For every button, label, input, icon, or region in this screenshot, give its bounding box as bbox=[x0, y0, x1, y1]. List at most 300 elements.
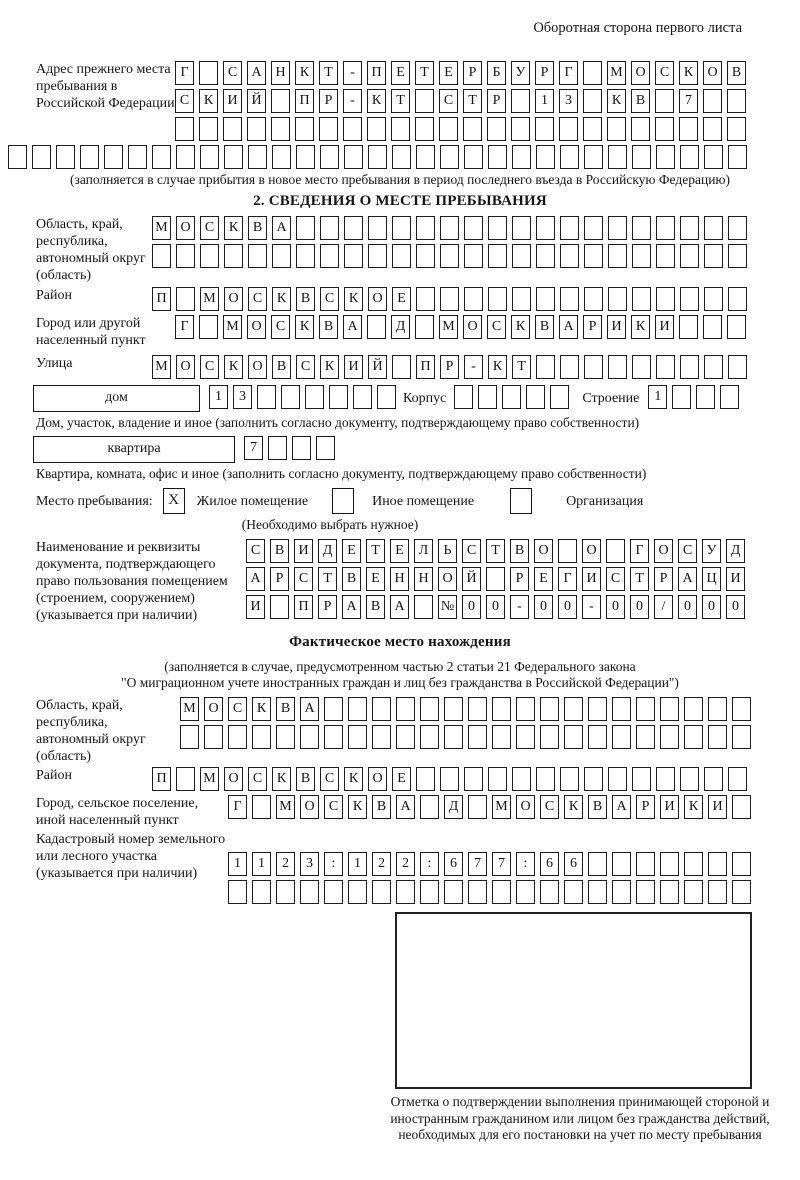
char-box[interactable] bbox=[732, 725, 751, 749]
char-box[interactable]: И bbox=[655, 315, 674, 339]
char-box[interactable]: Т bbox=[463, 89, 482, 113]
char-box[interactable]: 0 bbox=[630, 595, 649, 619]
char-box[interactable]: К bbox=[199, 89, 218, 113]
char-box[interactable] bbox=[319, 117, 338, 141]
char-box[interactable] bbox=[372, 697, 391, 721]
char-box[interactable]: 0 bbox=[726, 595, 745, 619]
char-box[interactable] bbox=[486, 567, 505, 591]
char-box[interactable] bbox=[612, 880, 631, 904]
char-box[interactable] bbox=[680, 145, 699, 169]
char-box[interactable] bbox=[468, 880, 487, 904]
char-box[interactable] bbox=[464, 216, 483, 240]
char-box[interactable] bbox=[608, 767, 627, 791]
char-box[interactable] bbox=[353, 385, 372, 409]
char-box[interactable] bbox=[584, 216, 603, 240]
char-box[interactable] bbox=[588, 852, 607, 876]
char-box[interactable]: К bbox=[344, 767, 363, 791]
char-box[interactable] bbox=[732, 795, 751, 819]
char-box[interactable] bbox=[720, 385, 739, 409]
char-box[interactable] bbox=[536, 244, 555, 268]
char-box[interactable] bbox=[564, 880, 583, 904]
char-box[interactable] bbox=[415, 89, 434, 113]
char-box[interactable]: М bbox=[152, 355, 171, 379]
char-box[interactable] bbox=[608, 244, 627, 268]
char-box[interactable] bbox=[344, 145, 363, 169]
char-box[interactable] bbox=[550, 385, 569, 409]
char-box[interactable]: Й bbox=[462, 567, 481, 591]
char-box[interactable] bbox=[420, 880, 439, 904]
char-box[interactable]: К bbox=[564, 795, 583, 819]
char-box[interactable] bbox=[660, 697, 679, 721]
char-box[interactable]: 6 bbox=[564, 852, 583, 876]
char-box[interactable]: П bbox=[367, 61, 386, 85]
char-box[interactable]: С bbox=[296, 355, 315, 379]
char-box[interactable] bbox=[492, 725, 511, 749]
char-box[interactable]: Е bbox=[366, 567, 385, 591]
char-box[interactable] bbox=[732, 852, 751, 876]
char-box[interactable]: Б bbox=[487, 61, 506, 85]
char-box[interactable] bbox=[632, 767, 651, 791]
char-box[interactable]: Г bbox=[559, 61, 578, 85]
char-box[interactable] bbox=[296, 145, 315, 169]
char-box[interactable] bbox=[704, 145, 723, 169]
char-box[interactable] bbox=[200, 145, 219, 169]
char-box[interactable] bbox=[454, 385, 473, 409]
char-box[interactable]: А bbox=[678, 567, 697, 591]
char-box[interactable] bbox=[584, 355, 603, 379]
char-box[interactable] bbox=[608, 216, 627, 240]
char-box[interactable] bbox=[703, 89, 722, 113]
char-box[interactable]: Т bbox=[318, 567, 337, 591]
char-box[interactable] bbox=[516, 880, 535, 904]
char-box[interactable]: К bbox=[679, 61, 698, 85]
char-box[interactable] bbox=[468, 725, 487, 749]
char-box[interactable] bbox=[540, 880, 559, 904]
char-box[interactable]: О bbox=[438, 567, 457, 591]
char-box[interactable]: К bbox=[320, 355, 339, 379]
char-box[interactable]: У bbox=[702, 539, 721, 563]
char-box[interactable] bbox=[300, 880, 319, 904]
char-box[interactable]: Е bbox=[392, 287, 411, 311]
char-box[interactable]: К bbox=[224, 355, 243, 379]
char-box[interactable] bbox=[348, 725, 367, 749]
char-box[interactable] bbox=[176, 244, 195, 268]
char-box[interactable]: Т bbox=[366, 539, 385, 563]
char-box[interactable]: О bbox=[534, 539, 553, 563]
char-box[interactable] bbox=[704, 355, 723, 379]
char-box[interactable] bbox=[703, 315, 722, 339]
char-box[interactable] bbox=[247, 117, 266, 141]
char-box[interactable] bbox=[612, 725, 631, 749]
char-box[interactable]: О bbox=[176, 216, 195, 240]
char-box[interactable] bbox=[660, 852, 679, 876]
char-box[interactable]: Т bbox=[391, 89, 410, 113]
char-box[interactable]: К bbox=[367, 89, 386, 113]
char-box[interactable]: Д bbox=[318, 539, 337, 563]
char-box[interactable] bbox=[271, 117, 290, 141]
char-box[interactable]: Т bbox=[319, 61, 338, 85]
char-box[interactable] bbox=[324, 725, 343, 749]
char-box[interactable]: В bbox=[319, 315, 338, 339]
char-box[interactable]: Р bbox=[487, 89, 506, 113]
char-box[interactable]: С bbox=[228, 697, 247, 721]
char-box[interactable]: / bbox=[654, 595, 673, 619]
char-box[interactable] bbox=[300, 725, 319, 749]
char-box[interactable]: О bbox=[224, 287, 243, 311]
char-box[interactable]: С bbox=[200, 216, 219, 240]
char-box[interactable] bbox=[416, 287, 435, 311]
char-box[interactable] bbox=[588, 725, 607, 749]
char-box[interactable]: И bbox=[607, 315, 626, 339]
char-box[interactable] bbox=[440, 287, 459, 311]
char-box[interactable]: М bbox=[492, 795, 511, 819]
char-box[interactable] bbox=[606, 539, 625, 563]
char-box[interactable] bbox=[526, 385, 545, 409]
char-box[interactable] bbox=[492, 880, 511, 904]
char-box[interactable] bbox=[536, 355, 555, 379]
char-box[interactable] bbox=[392, 244, 411, 268]
char-box[interactable] bbox=[176, 145, 195, 169]
char-box[interactable] bbox=[708, 880, 727, 904]
char-box[interactable] bbox=[228, 725, 247, 749]
char-box[interactable] bbox=[478, 385, 497, 409]
char-box[interactable]: С bbox=[320, 287, 339, 311]
char-box[interactable]: Е bbox=[439, 61, 458, 85]
char-box[interactable]: 6 bbox=[444, 852, 463, 876]
char-box[interactable]: С bbox=[324, 795, 343, 819]
char-box[interactable] bbox=[463, 117, 482, 141]
char-box[interactable] bbox=[439, 117, 458, 141]
char-box[interactable] bbox=[680, 355, 699, 379]
char-box[interactable] bbox=[656, 355, 675, 379]
char-box[interactable] bbox=[415, 315, 434, 339]
apartment-field-box[interactable]: квартира bbox=[33, 436, 235, 463]
char-box[interactable] bbox=[492, 697, 511, 721]
char-box[interactable]: : bbox=[420, 852, 439, 876]
char-box[interactable] bbox=[348, 697, 367, 721]
char-box[interactable]: 3 bbox=[233, 385, 252, 409]
char-box[interactable]: 0 bbox=[534, 595, 553, 619]
char-box[interactable] bbox=[584, 287, 603, 311]
char-box[interactable] bbox=[631, 117, 650, 141]
char-box[interactable] bbox=[204, 725, 223, 749]
char-box[interactable] bbox=[464, 145, 483, 169]
char-box[interactable] bbox=[343, 117, 362, 141]
char-box[interactable]: И bbox=[344, 355, 363, 379]
char-box[interactable] bbox=[536, 287, 555, 311]
char-box[interactable] bbox=[329, 385, 348, 409]
char-box[interactable] bbox=[612, 852, 631, 876]
char-box[interactable]: С bbox=[462, 539, 481, 563]
char-box[interactable] bbox=[696, 385, 715, 409]
char-box[interactable] bbox=[344, 216, 363, 240]
char-box[interactable]: О bbox=[368, 767, 387, 791]
char-box[interactable] bbox=[440, 145, 459, 169]
char-box[interactable] bbox=[392, 355, 411, 379]
char-box[interactable]: А bbox=[342, 595, 361, 619]
char-box[interactable] bbox=[180, 725, 199, 749]
char-box[interactable] bbox=[200, 244, 219, 268]
char-box[interactable] bbox=[728, 355, 747, 379]
char-box[interactable]: Р bbox=[583, 315, 602, 339]
char-box[interactable] bbox=[416, 216, 435, 240]
char-box[interactable]: Г bbox=[175, 315, 194, 339]
char-box[interactable]: М bbox=[180, 697, 199, 721]
char-box[interactable]: Й bbox=[247, 89, 266, 113]
char-box[interactable] bbox=[248, 145, 267, 169]
char-box[interactable] bbox=[704, 767, 723, 791]
char-box[interactable] bbox=[680, 216, 699, 240]
char-box[interactable] bbox=[416, 145, 435, 169]
char-box[interactable]: Р bbox=[535, 61, 554, 85]
char-box[interactable] bbox=[612, 697, 631, 721]
char-box[interactable]: 7 bbox=[679, 89, 698, 113]
char-box[interactable] bbox=[535, 117, 554, 141]
char-box[interactable] bbox=[305, 385, 324, 409]
char-box[interactable]: - bbox=[582, 595, 601, 619]
char-box[interactable] bbox=[588, 697, 607, 721]
char-box[interactable] bbox=[656, 244, 675, 268]
char-box[interactable]: П bbox=[416, 355, 435, 379]
char-box[interactable] bbox=[464, 287, 483, 311]
char-box[interactable] bbox=[560, 287, 579, 311]
char-box[interactable] bbox=[583, 89, 602, 113]
char-box[interactable] bbox=[512, 287, 531, 311]
char-box[interactable] bbox=[560, 244, 579, 268]
char-box[interactable] bbox=[296, 216, 315, 240]
char-box[interactable] bbox=[368, 244, 387, 268]
char-box[interactable]: 2 bbox=[372, 852, 391, 876]
char-box[interactable] bbox=[368, 216, 387, 240]
char-box[interactable]: М bbox=[200, 767, 219, 791]
char-box[interactable]: В bbox=[372, 795, 391, 819]
char-box[interactable]: 7 bbox=[244, 436, 263, 460]
char-box[interactable]: М bbox=[223, 315, 242, 339]
char-box[interactable]: Р bbox=[319, 89, 338, 113]
char-box[interactable]: К bbox=[348, 795, 367, 819]
stay-type-checkbox-other[interactable] bbox=[332, 488, 354, 514]
char-box[interactable]: 3 bbox=[559, 89, 578, 113]
char-box[interactable]: 1 bbox=[228, 852, 247, 876]
char-box[interactable]: Р bbox=[636, 795, 655, 819]
char-box[interactable]: 0 bbox=[678, 595, 697, 619]
char-box[interactable]: С bbox=[223, 61, 242, 85]
char-box[interactable]: Г bbox=[630, 539, 649, 563]
char-box[interactable]: А bbox=[559, 315, 578, 339]
char-box[interactable]: Н bbox=[414, 567, 433, 591]
char-box[interactable] bbox=[464, 767, 483, 791]
char-box[interactable] bbox=[516, 697, 535, 721]
char-box[interactable]: У bbox=[511, 61, 530, 85]
char-box[interactable]: 7 bbox=[468, 852, 487, 876]
char-box[interactable]: А bbox=[390, 595, 409, 619]
char-box[interactable] bbox=[367, 117, 386, 141]
char-box[interactable] bbox=[420, 725, 439, 749]
char-box[interactable]: Д bbox=[444, 795, 463, 819]
char-box[interactable] bbox=[396, 880, 415, 904]
char-box[interactable]: : bbox=[324, 852, 343, 876]
char-box[interactable] bbox=[257, 385, 276, 409]
char-box[interactable] bbox=[728, 145, 747, 169]
char-box[interactable]: И bbox=[223, 89, 242, 113]
char-box[interactable] bbox=[560, 216, 579, 240]
char-box[interactable] bbox=[636, 725, 655, 749]
char-box[interactable] bbox=[80, 145, 99, 169]
char-box[interactable] bbox=[660, 725, 679, 749]
char-box[interactable]: № bbox=[438, 595, 457, 619]
char-box[interactable]: В bbox=[296, 767, 315, 791]
char-box[interactable] bbox=[540, 697, 559, 721]
char-box[interactable] bbox=[564, 725, 583, 749]
char-box[interactable]: - bbox=[343, 61, 362, 85]
house-field-box[interactable]: дом bbox=[33, 385, 200, 412]
char-box[interactable]: А bbox=[300, 697, 319, 721]
char-box[interactable] bbox=[608, 287, 627, 311]
char-box[interactable] bbox=[316, 436, 335, 460]
char-box[interactable] bbox=[511, 117, 530, 141]
char-box[interactable]: Т bbox=[512, 355, 531, 379]
char-box[interactable] bbox=[704, 216, 723, 240]
char-box[interactable]: П bbox=[295, 89, 314, 113]
char-box[interactable] bbox=[502, 385, 521, 409]
char-box[interactable] bbox=[295, 117, 314, 141]
char-box[interactable] bbox=[464, 244, 483, 268]
stay-type-checkbox-organization[interactable] bbox=[510, 488, 532, 514]
char-box[interactable] bbox=[684, 697, 703, 721]
char-box[interactable]: В bbox=[588, 795, 607, 819]
char-box[interactable]: Р bbox=[270, 567, 289, 591]
char-box[interactable]: 1 bbox=[648, 385, 667, 409]
char-box[interactable] bbox=[632, 145, 651, 169]
char-box[interactable] bbox=[559, 117, 578, 141]
char-box[interactable] bbox=[392, 145, 411, 169]
char-box[interactable]: В bbox=[535, 315, 554, 339]
char-box[interactable]: К bbox=[295, 315, 314, 339]
char-box[interactable] bbox=[608, 355, 627, 379]
char-box[interactable] bbox=[270, 595, 289, 619]
char-box[interactable] bbox=[680, 244, 699, 268]
char-box[interactable]: 6 bbox=[540, 852, 559, 876]
char-box[interactable] bbox=[252, 725, 271, 749]
char-box[interactable]: К bbox=[272, 287, 291, 311]
char-box[interactable] bbox=[344, 244, 363, 268]
char-box[interactable] bbox=[416, 767, 435, 791]
char-box[interactable] bbox=[607, 117, 626, 141]
char-box[interactable] bbox=[320, 244, 339, 268]
char-box[interactable] bbox=[199, 61, 218, 85]
char-box[interactable]: В bbox=[342, 567, 361, 591]
char-box[interactable] bbox=[680, 287, 699, 311]
char-box[interactable]: 0 bbox=[606, 595, 625, 619]
char-box[interactable] bbox=[440, 216, 459, 240]
char-box[interactable] bbox=[488, 216, 507, 240]
char-box[interactable]: В bbox=[270, 539, 289, 563]
char-box[interactable] bbox=[584, 767, 603, 791]
char-box[interactable]: Д bbox=[391, 315, 410, 339]
char-box[interactable] bbox=[516, 725, 535, 749]
char-box[interactable] bbox=[680, 767, 699, 791]
char-box[interactable] bbox=[727, 117, 746, 141]
char-box[interactable]: Л bbox=[414, 539, 433, 563]
char-box[interactable]: А bbox=[396, 795, 415, 819]
char-box[interactable] bbox=[584, 145, 603, 169]
char-box[interactable] bbox=[271, 89, 290, 113]
char-box[interactable] bbox=[684, 880, 703, 904]
char-box[interactable] bbox=[703, 117, 722, 141]
char-box[interactable] bbox=[324, 880, 343, 904]
char-box[interactable]: 0 bbox=[462, 595, 481, 619]
char-box[interactable] bbox=[536, 767, 555, 791]
char-box[interactable] bbox=[728, 287, 747, 311]
char-box[interactable] bbox=[252, 880, 271, 904]
char-box[interactable] bbox=[268, 436, 287, 460]
char-box[interactable] bbox=[420, 697, 439, 721]
char-box[interactable] bbox=[272, 145, 291, 169]
char-box[interactable] bbox=[8, 145, 27, 169]
char-box[interactable]: А bbox=[247, 61, 266, 85]
char-box[interactable] bbox=[704, 287, 723, 311]
char-box[interactable] bbox=[414, 595, 433, 619]
char-box[interactable]: И bbox=[708, 795, 727, 819]
char-box[interactable] bbox=[176, 287, 195, 311]
char-box[interactable]: С bbox=[606, 567, 625, 591]
char-box[interactable] bbox=[152, 244, 171, 268]
char-box[interactable]: О bbox=[516, 795, 535, 819]
char-box[interactable] bbox=[684, 852, 703, 876]
char-box[interactable] bbox=[656, 287, 675, 311]
char-box[interactable] bbox=[708, 697, 727, 721]
char-box[interactable] bbox=[672, 385, 691, 409]
char-box[interactable] bbox=[708, 852, 727, 876]
char-box[interactable] bbox=[564, 697, 583, 721]
char-box[interactable] bbox=[656, 767, 675, 791]
char-box[interactable]: О bbox=[703, 61, 722, 85]
char-box[interactable]: В bbox=[272, 355, 291, 379]
char-box[interactable]: - bbox=[510, 595, 529, 619]
char-box[interactable] bbox=[228, 880, 247, 904]
char-box[interactable]: Г bbox=[558, 567, 577, 591]
char-box[interactable]: О bbox=[176, 355, 195, 379]
char-box[interactable]: А bbox=[343, 315, 362, 339]
char-box[interactable]: О bbox=[368, 287, 387, 311]
char-box[interactable] bbox=[727, 89, 746, 113]
char-box[interactable] bbox=[175, 117, 194, 141]
char-box[interactable] bbox=[468, 697, 487, 721]
char-box[interactable] bbox=[608, 145, 627, 169]
char-box[interactable] bbox=[660, 880, 679, 904]
char-box[interactable]: С bbox=[655, 61, 674, 85]
char-box[interactable]: 0 bbox=[702, 595, 721, 619]
stay-type-checkbox-residential[interactable]: X bbox=[163, 488, 185, 514]
char-box[interactable] bbox=[128, 145, 147, 169]
char-box[interactable] bbox=[368, 145, 387, 169]
char-box[interactable]: Н bbox=[390, 567, 409, 591]
char-box[interactable] bbox=[679, 315, 698, 339]
char-box[interactable] bbox=[560, 145, 579, 169]
char-box[interactable]: 1 bbox=[252, 852, 271, 876]
char-box[interactable] bbox=[444, 880, 463, 904]
char-box[interactable]: В bbox=[276, 697, 295, 721]
char-box[interactable]: С bbox=[294, 567, 313, 591]
char-box[interactable] bbox=[252, 795, 271, 819]
char-box[interactable]: Р bbox=[440, 355, 459, 379]
char-box[interactable] bbox=[656, 216, 675, 240]
char-box[interactable]: В bbox=[727, 61, 746, 85]
char-box[interactable] bbox=[558, 539, 577, 563]
char-box[interactable] bbox=[281, 385, 300, 409]
char-box[interactable] bbox=[440, 244, 459, 268]
char-box[interactable] bbox=[224, 244, 243, 268]
